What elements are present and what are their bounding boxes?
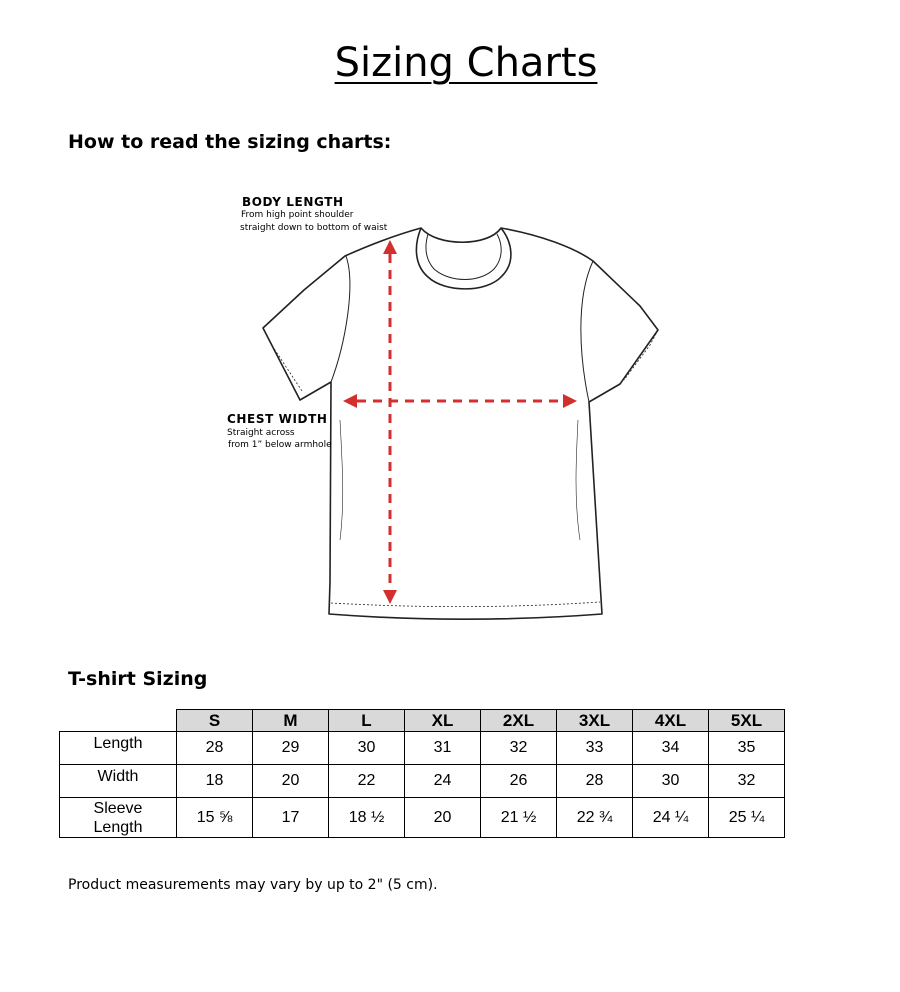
size-header: 3XL	[557, 710, 633, 732]
measurement-note: Product measurements may vary by up to 2" (5 cm).	[68, 877, 438, 893]
table-cell: 30	[633, 765, 709, 798]
table-cell: 31	[405, 732, 481, 765]
page-title: Sizing Charts	[334, 40, 598, 86]
chest-width-label: CHEST WIDTH	[227, 412, 328, 426]
size-header-row	[60, 710, 785, 732]
table-cell: 24 ¼	[633, 798, 709, 838]
size-header: M	[253, 710, 329, 732]
table-cell: 32	[481, 732, 557, 765]
length-row	[60, 732, 785, 765]
table-cell: 25 ¼	[709, 798, 785, 838]
table-cell: 20	[405, 798, 481, 838]
table-cell: 22	[329, 765, 405, 798]
chest-width-arrow	[343, 394, 577, 408]
chest-width-desc-1: Straight across	[227, 428, 295, 438]
table-cell: 18 ½	[329, 798, 405, 838]
row-label-sleeve-line2: Length	[93, 818, 143, 836]
table-cell: 35	[709, 732, 785, 765]
table-cell: 22 ¾	[557, 798, 633, 838]
table-cell: 18	[177, 765, 253, 798]
size-header: 5XL	[709, 710, 785, 732]
body-length-label: BODY LENGTH	[242, 195, 344, 209]
table-cell: 28	[557, 765, 633, 798]
table-cell: 34	[633, 732, 709, 765]
tshirt-sizing-heading: T-shirt Sizing	[68, 668, 208, 690]
sleeve-length-row	[60, 798, 785, 838]
row-label-sleeve-length	[60, 798, 177, 838]
size-header: L	[329, 710, 405, 732]
header-blank-cell	[60, 710, 177, 732]
body-length-desc-1: From high point shoulder	[241, 210, 354, 220]
how-to-heading: How to read the sizing charts:	[68, 131, 392, 153]
table-cell: 28	[177, 732, 253, 765]
size-header: 2XL	[481, 710, 557, 732]
table-cell: 26	[481, 765, 557, 798]
sizing-table	[59, 709, 785, 838]
table-cell: 20	[253, 765, 329, 798]
table-cell: 24	[405, 765, 481, 798]
row-label-length: Length	[60, 732, 177, 765]
size-header: S	[177, 710, 253, 732]
table-cell: 17	[253, 798, 329, 838]
table-cell: 21 ½	[481, 798, 557, 838]
table-cell: 15 ⅝	[177, 798, 253, 838]
row-label-width: Width	[60, 765, 177, 798]
width-row	[60, 765, 785, 798]
table-cell: 33	[557, 732, 633, 765]
body-length-arrow	[383, 240, 397, 604]
table-cell: 29	[253, 732, 329, 765]
table-cell: 32	[709, 765, 785, 798]
chest-width-desc-2: from 1” below armhole	[228, 440, 332, 450]
size-header: 4XL	[633, 710, 709, 732]
body-length-desc-2: straight down to bottom of waist	[240, 223, 388, 233]
row-label-sleeve-line1: Sleeve	[93, 799, 143, 817]
table-cell: 30	[329, 732, 405, 765]
size-header: XL	[405, 710, 481, 732]
